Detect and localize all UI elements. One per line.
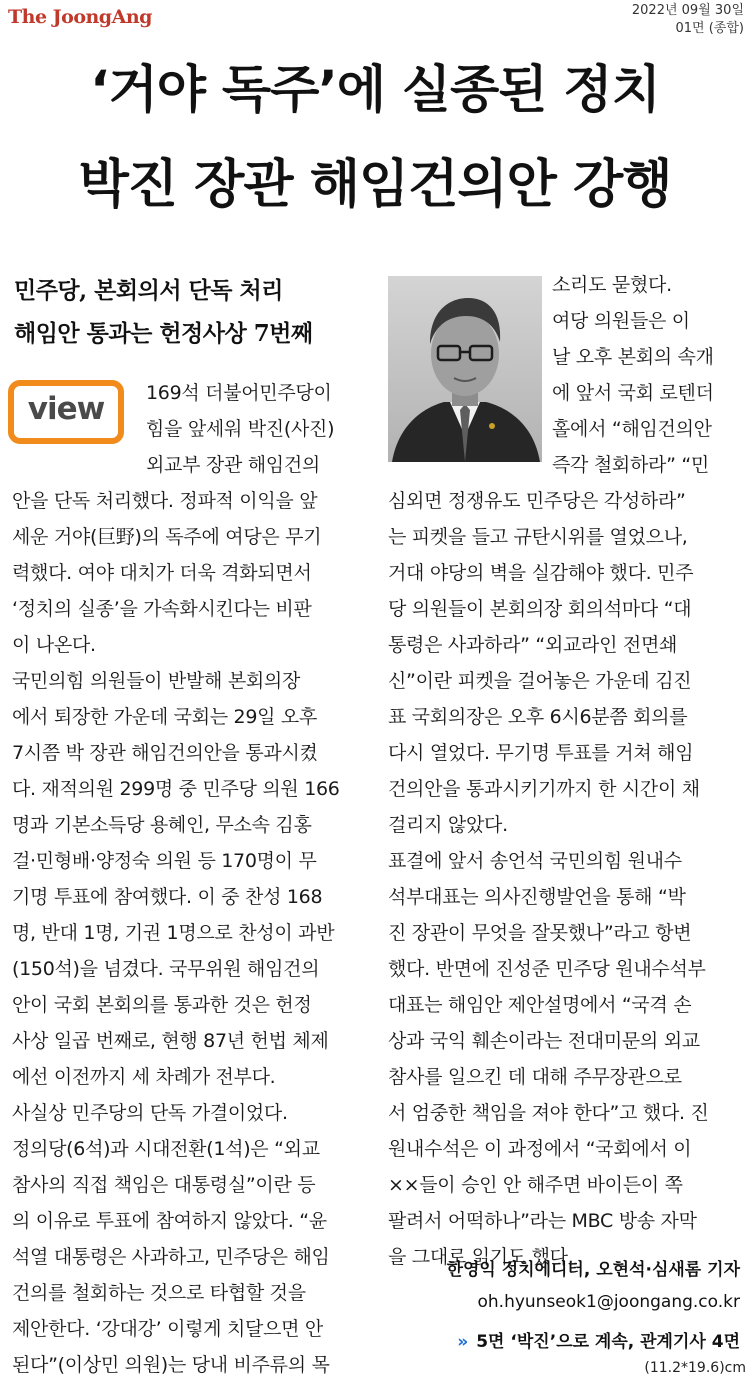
- body-text-line: 정의당(6석)과 시대전환(1석)은 “외교: [12, 1138, 320, 1160]
- body-text-line: 표결에 앞서 송언석 국민의힘 원내수: [388, 850, 682, 872]
- body-text-line: 력했다. 여야 대치가 더욱 격화되면서: [12, 562, 312, 584]
- body-column-2-beside-photo: [552, 267, 744, 483]
- body-text-line: 통령은 사과하라” “외교라인 전면쇄: [388, 634, 678, 656]
- portrait-photo: [388, 276, 542, 462]
- article-dimensions: (11.2*19.6)cm: [644, 1360, 746, 1376]
- subheadline-line-1: 민주당, 본회의서 단독 처리: [14, 277, 283, 304]
- byline: 한영익 정치에디터, 오현석·심새롬 기자: [446, 1260, 740, 1280]
- body-text-line: 했다. 반면에 진성준 민주당 원내수석부: [388, 958, 706, 980]
- body-text-line: 다. 재적의원 299명 중 민주당 의원 166: [12, 778, 340, 800]
- body-text-line: 참사를 일으킨 데 대해 주무장관으로: [388, 1066, 682, 1088]
- body-text-line: 에선 이전까지 세 차례가 전부다.: [12, 1066, 276, 1088]
- related-articles-text: 5면 ‘박진’으로 계속, 관계기사 4면: [476, 1332, 740, 1352]
- body-text-line: ××들이 승인 안 해주면 바이든이 쪽: [388, 1174, 683, 1196]
- body-text-line: 명, 반대 1명, 기권 1명으로 찬성이 과반: [12, 922, 335, 944]
- body-text-line: 을 그대로 읽기도 했다.: [388, 1246, 574, 1268]
- body-text-line: 걸리지 않았다.: [388, 814, 508, 836]
- body-text-line: 석부대표는 의사진행발언을 통해 “박: [388, 886, 686, 908]
- subheadline-line-2: 해임안 통과는 헌정사상 7번째: [14, 320, 313, 347]
- publication-date: 2022년 09월 30일: [631, 3, 744, 18]
- body-text-line: 날 오후 본회의 속개: [552, 346, 714, 368]
- body-text-line: 참사의 직접 책임은 대통령실”이란 등: [12, 1174, 316, 1196]
- body-text-line: 표 국회의장은 오후 6시6분쯤 회의를: [388, 706, 688, 728]
- body-text-line: 즉각 철회하라” “민: [552, 454, 709, 476]
- double-chevron-right-icon: »: [457, 1332, 469, 1352]
- body-text-line: 거대 야당의 벽을 실감해야 했다. 민주: [388, 562, 694, 584]
- body-text-line: ‘정치의 실종’을 가속화시킨다는 비판: [12, 598, 312, 620]
- body-text-line: 힘을 앞세워 박진(사진): [146, 418, 335, 440]
- body-text-line: 상과 국익 훼손이라는 전대미문의 외교: [388, 1030, 700, 1052]
- masthead-brand[interactable]: The JoongAng: [8, 6, 152, 28]
- body-text-line: 안이 국회 본회의를 통과한 것은 헌정: [12, 994, 312, 1016]
- body-text-line: 기명 투표에 참여했다. 이 중 찬성 168: [12, 886, 323, 908]
- page-number: 01면 (종합): [675, 21, 744, 36]
- body-text-line: 169석 더불어민주당이: [146, 382, 332, 404]
- body-column-1-intro: [146, 375, 372, 483]
- body-text-line: 이 나온다.: [12, 634, 96, 656]
- headline-line-1: ‘거야 독주’에 실종된 정치: [90, 61, 660, 120]
- related-articles[interactable]: [457, 1327, 740, 1352]
- body-column-2: [388, 483, 744, 1275]
- view-badge: [8, 380, 124, 444]
- body-text-line: (150석)을 넘겼다. 국무위원 해임건의: [12, 958, 320, 980]
- body-text-line: 홀에서 “해임건의안: [552, 418, 712, 440]
- body-text-line: 안을 단독 처리했다. 정파적 이익을 앞: [12, 490, 318, 512]
- view-badge-label: view: [27, 391, 105, 427]
- body-text-line: 외교부 장관 해임건의: [146, 454, 320, 476]
- body-text-line: 국민의힘 의원들이 반발해 본회의장: [12, 670, 301, 692]
- body-text-line: 진 장관이 무엇을 잘못했나”라고 항변: [388, 922, 692, 944]
- body-text-line: 팔려서 어떡하나”라는 MBC 방송 자막: [388, 1210, 697, 1232]
- body-text-line: 석열 대통령은 사과하고, 민주당은 해임: [12, 1246, 330, 1268]
- body-text-line: 에 앞서 국회 로텐더: [552, 382, 714, 404]
- body-text-line: 신”이란 피켓을 걸어놓은 가운데 김진: [388, 670, 692, 692]
- body-text-line: 된다”(이상민 의원)는 당내 비주류의 목: [12, 1354, 330, 1376]
- body-text-line: 건의를 철회하는 것으로 타협할 것을: [12, 1282, 306, 1304]
- body-text-line: 여당 의원들은 이: [552, 310, 690, 332]
- body-text-line: 건의안을 통과시키기까지 한 시간이 채: [388, 778, 700, 800]
- body-text-line: 는 피켓을 들고 규탄시위를 열었으나,: [388, 526, 688, 548]
- body-column-1: [12, 483, 374, 1383]
- body-text-line: 걸·민형배·양정숙 의원 등 170명이 무: [12, 850, 317, 872]
- body-text-line: 명과 기본소득당 용혜인, 무소속 김홍: [12, 814, 312, 836]
- dateline: [632, 2, 744, 38]
- body-text-line: 사실상 민주당의 단독 가결이었다.: [12, 1102, 288, 1124]
- body-text-line: 의 이유로 투표에 참여하지 않았다. “윤: [12, 1210, 327, 1232]
- body-text-line: 원내수석은 이 과정에서 “국회에서 이: [388, 1138, 692, 1160]
- body-text-line: 세운 거야(巨野)의 독주에 여당은 무기: [12, 526, 322, 548]
- body-text-line: 다시 열었다. 무기명 투표를 거쳐 해임: [388, 742, 694, 764]
- body-text-line: 대표는 해임안 제안설명에서 “국격 손: [388, 994, 692, 1016]
- person-portrait-icon: [388, 276, 542, 462]
- reporter-email[interactable]: oh.hyunseok1@joongang.co.kr: [477, 1292, 740, 1312]
- headline-line-2: 박진 장관 해임건의안 강행: [78, 155, 672, 215]
- body-text-line: 소리도 묻혔다.: [552, 274, 672, 296]
- body-text-line: 심외면 정쟁유도 민주당은 각성하라”: [388, 490, 686, 512]
- body-text-line: 에서 퇴장한 가운데 국회는 29일 오후: [12, 706, 318, 728]
- body-text-line: 서 엄중한 책임을 져야 한다”고 했다. 진: [388, 1102, 709, 1124]
- body-text-line: 7시쯤 박 장관 해임건의안을 통과시켰: [12, 742, 318, 764]
- body-text-line: 제안한다. ‘강대강’ 이렇게 치달으면 안: [12, 1318, 323, 1340]
- body-text-line: 당 의원들이 본회의장 회의석마다 “대: [388, 598, 692, 620]
- body-text-line: 사상 일곱 번째로, 현행 87년 헌법 체제: [12, 1030, 329, 1052]
